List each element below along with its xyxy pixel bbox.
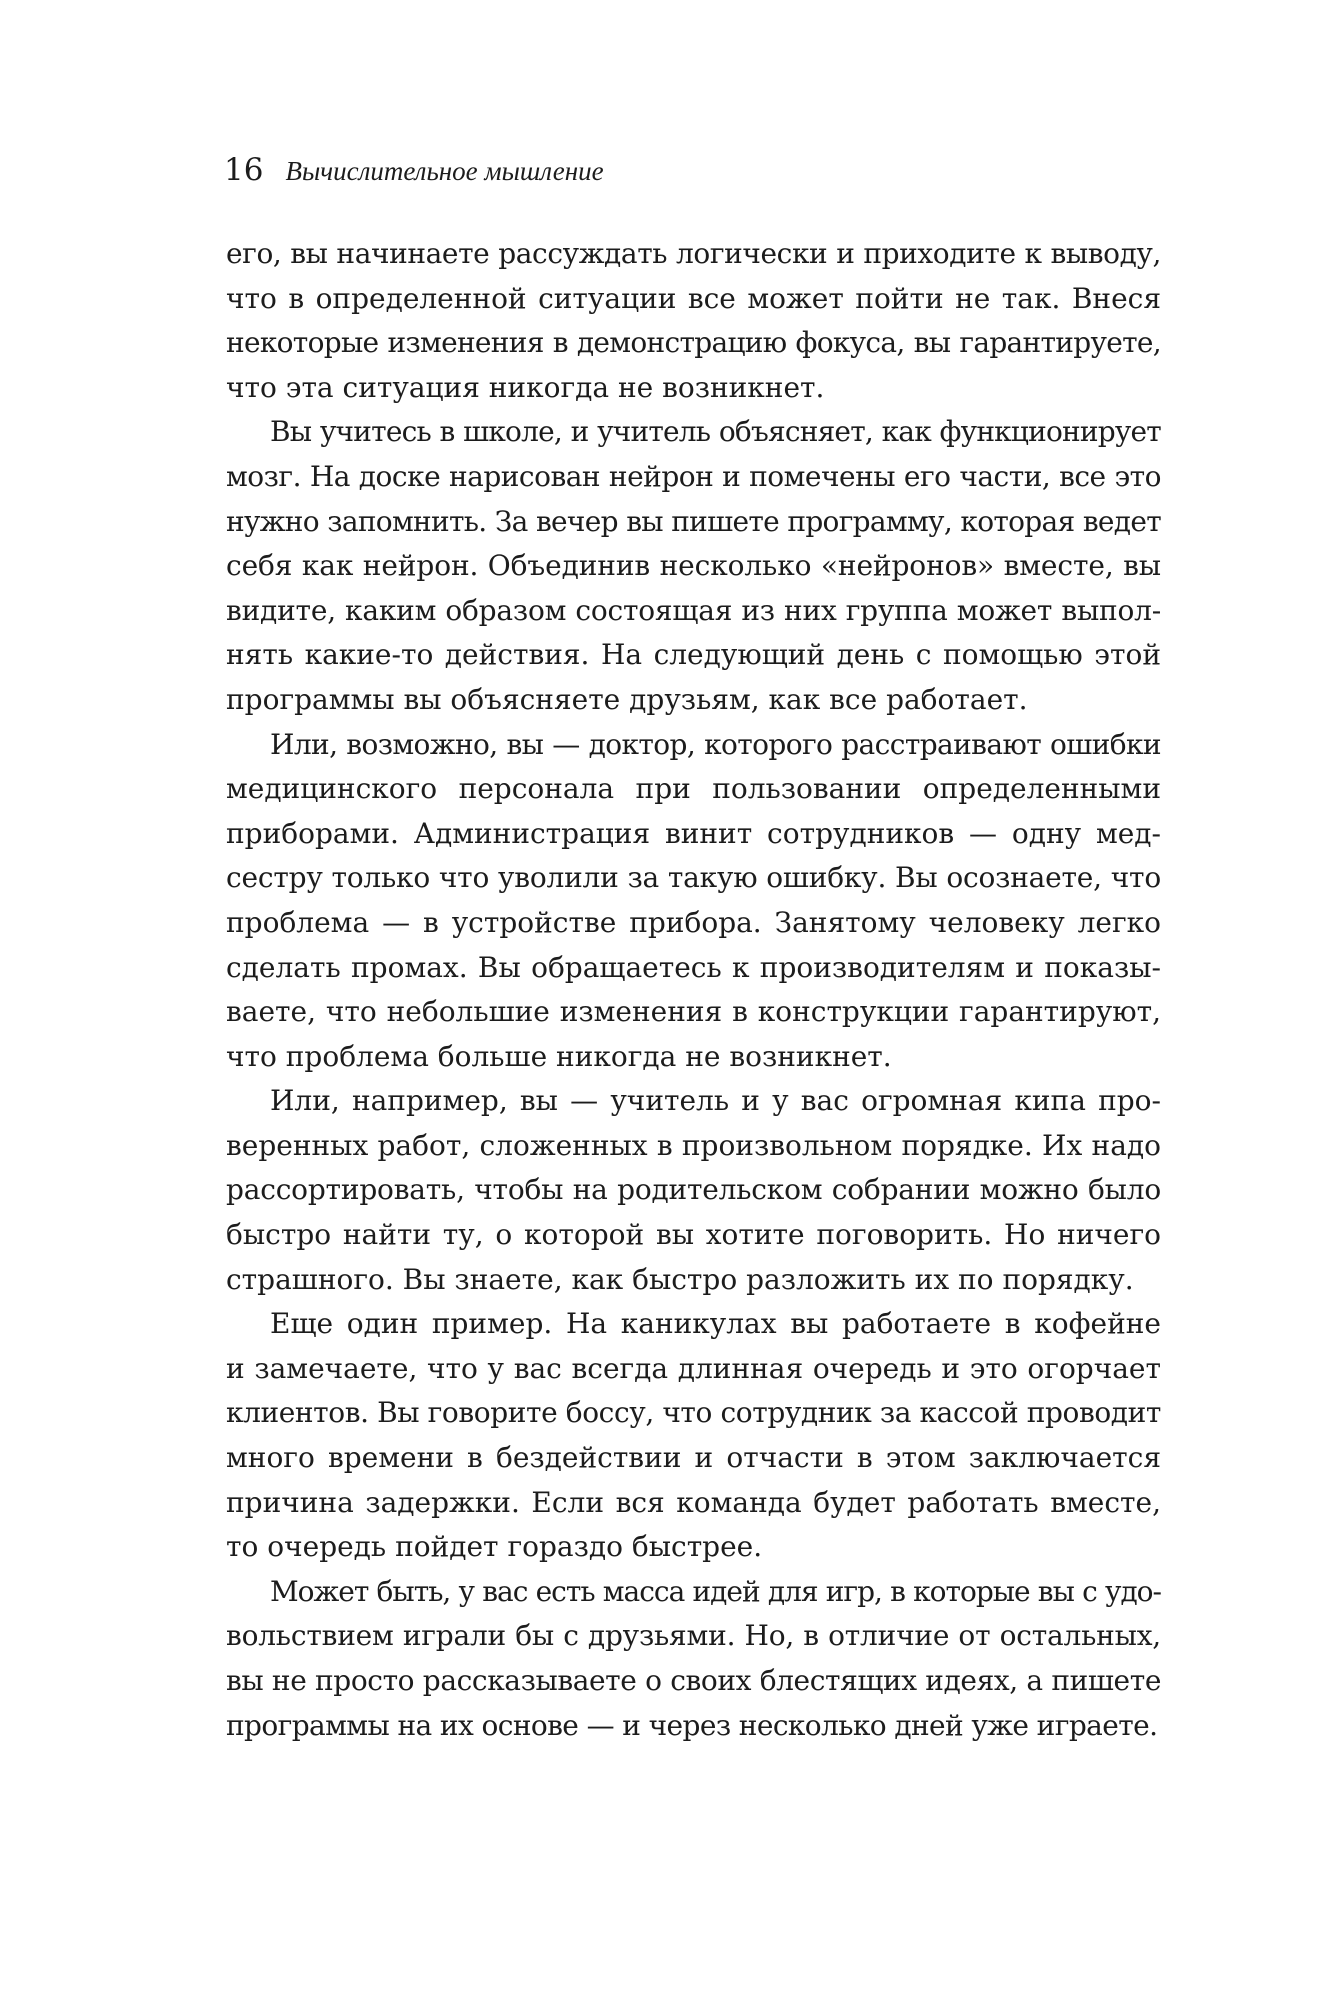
- text-line: Или, например, вы — учитель и у вас огромная кипа про-: [270, 1084, 1161, 1118]
- text-line: что в определенной ситуации все может пойти не так. Внеся: [226, 281, 1161, 315]
- text-line: программы вы объясняете друзьям, как все работает.: [226, 682, 1028, 716]
- text-line: медицинского персонала при пользовании определенными: [226, 772, 1161, 806]
- text-line: Вы учитесь в школе, и учитель объясняет, как функционирует: [270, 415, 1161, 449]
- paragraph: [226, 1302, 1161, 1570]
- text-line: клиентов. Вы говорите боссу, что сотрудник за кассой проводит: [226, 1396, 1161, 1430]
- paragraph: [226, 410, 1161, 722]
- text-line: Или, возможно, вы — доктор, которого расстраивают ошибки: [270, 727, 1161, 761]
- text-line: мозг. На доске нарисован нейрон и помечены его части, все это: [226, 459, 1161, 493]
- text-line: рассортировать, чтобы на родительском собрании можно было: [226, 1173, 1161, 1207]
- text-line: Еще один пример. На каникулах вы работаете в кофейне: [270, 1307, 1161, 1341]
- text-line: приборами. Администрация винит сотрудников — одну мед-: [226, 816, 1161, 850]
- page-number: 16: [224, 152, 264, 188]
- text-line: проблема — в устройстве прибора. Занятому человеку легко: [226, 905, 1161, 939]
- text-line: то очередь пойдет гораздо быстрее.: [226, 1530, 763, 1564]
- running-head: [224, 150, 604, 195]
- text-line: нужно запомнить. За вечер вы пишете программу, которая ведет: [226, 504, 1161, 538]
- text-line: некоторые изменения в демонстрацию фокуса, вы гарантируете,: [226, 326, 1161, 360]
- body-text: [226, 232, 1161, 1748]
- text-line: программы на их основе — и через несколько дней уже играете.: [226, 1708, 1158, 1742]
- text-line: сделать промах. Вы обращаетесь к производителям и показы-: [226, 950, 1161, 984]
- text-line: Может быть, у вас есть масса идей для игр, в которые вы с удо-: [270, 1574, 1161, 1608]
- text-line: нять какие-то действия. На следующий день с помощью этой: [226, 638, 1161, 672]
- text-line: что проблема больше никогда не возникнет.: [226, 1039, 892, 1073]
- text-line: вольствием играли бы с друзьями. Но, в отличие от остальных,: [226, 1619, 1161, 1653]
- text-line: сестру только что уволили за такую ошибку. Вы осознаете, что: [226, 861, 1161, 895]
- text-line: его, вы начинаете рассуждать логически и приходите к выводу,: [226, 237, 1161, 270]
- text-line: вы не просто рассказываете о своих блестящих идеях, а пишете: [226, 1664, 1161, 1697]
- text-line: причина задержки. Если вся команда будет работать вместе,: [226, 1485, 1161, 1519]
- text-line: ваете, что небольшие изменения в конструкции гарантируют,: [226, 995, 1161, 1029]
- text-line: видите, каким образом состоящая из них группа может выпол-: [226, 593, 1161, 627]
- text-line: много времени в бездействии и отчасти в этом заключается: [226, 1441, 1161, 1475]
- paragraph: [226, 232, 1161, 410]
- text-line: и замечаете, что у вас всегда длинная очередь и это огорчает: [226, 1351, 1161, 1385]
- text-line: что эта ситуация никогда не возникнет.: [226, 370, 825, 404]
- book-title: Вычислительное мышление: [285, 156, 604, 186]
- text-line: себя как нейрон. Объединив несколько «нейронов» вместе, вы: [226, 549, 1161, 583]
- paragraph: [226, 723, 1161, 1080]
- text-line: быстро найти ту, о которой вы хотите поговорить. Но ничего: [226, 1218, 1161, 1252]
- paragraph: [226, 1570, 1161, 1748]
- text-line: страшного. Вы знаете, как быстро разложить их по порядку.: [226, 1262, 1134, 1296]
- paragraph: [226, 1079, 1161, 1302]
- text-line: веренных работ, сложенных в произвольном порядке. Их надо: [226, 1128, 1161, 1162]
